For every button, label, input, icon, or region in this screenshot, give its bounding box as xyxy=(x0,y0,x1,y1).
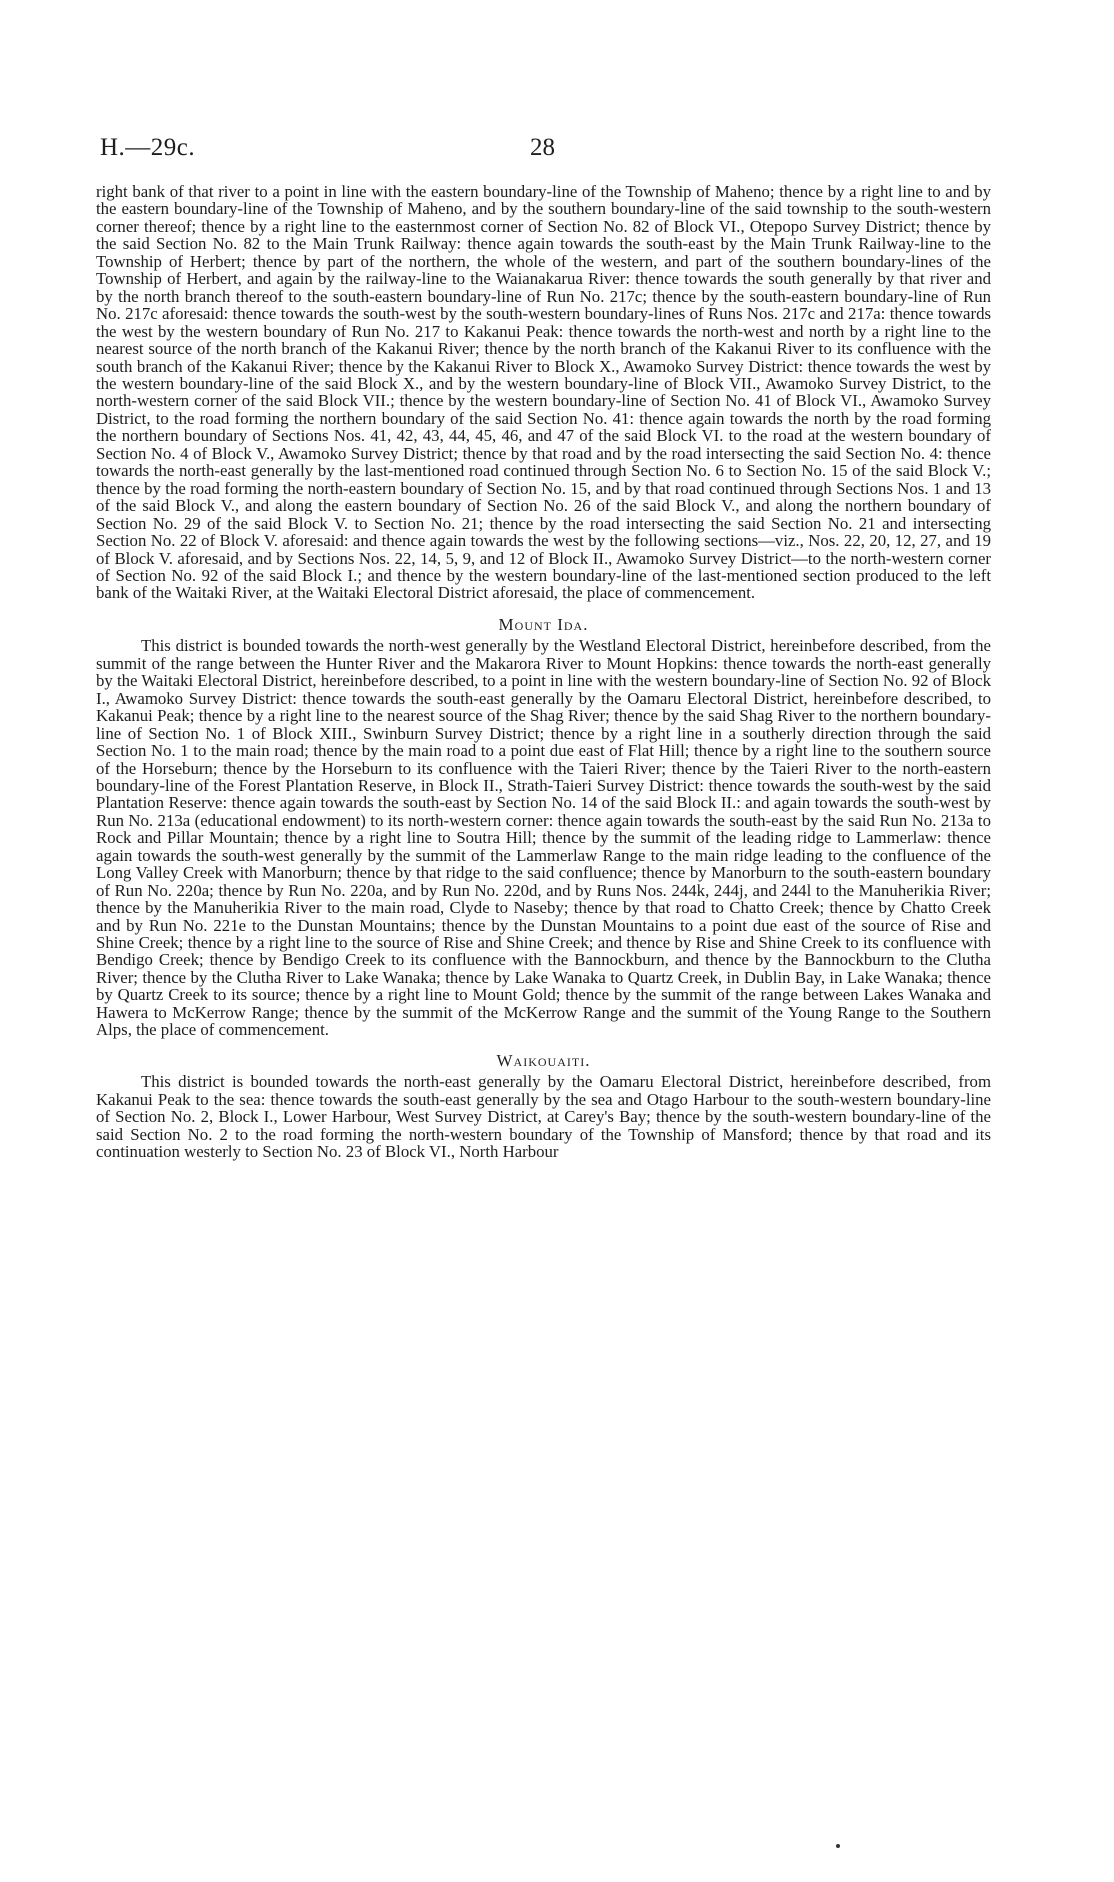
section-heading-waikouaiti: Waikouaiti. xyxy=(496,1050,591,1070)
print-speck xyxy=(836,1844,840,1848)
section-paragraph-mount-ida: This district is bounded towards the north-west generally by the Westland Electoral District, hereinbefore described, from the summit of the range between the Hunter River and the Makarora River to Mount Hopkins: thence towards the north-east generally by the Waitaki Electoral District, hereinbefore described, to a point in line with the western boundary-line of Section No. 92 of Block I., Awamoko Survey District: thence towards the south-east generally by the Oamaru Electoral District, hereinbefore described, to Kakanui Peak; thence by a right line to the nearest source of the Shag River; thence by the said Shag River to the northern boundary-line of Section No. 1 of Block XIII., Swinburn Survey District; thence by a right line in a southerly direction through the said Section No. 1 to the main road; thence by the main road to a point due east of Flat Hill; thence by a right line to the southern source of the Horseburn; thence by the Horseburn to its confluence with the Taieri River; thence by the Taieri River to the north-eastern boundary-line of the Forest Plantation Reserve, in Block II., Strath-Taieri Survey District: thence towards the south-west by the said Plantation Reserve: thence again towards the south-east by Section No. 14 of the said Block II.: and again towards the south-west by Run No. 213a (educational endowment) to its north-western corner: thence again towards the south-east by the said Run No. 213a to Rock and Pillar Mountain; thence by a right line to Soutra Hill; thence by the summit of the leading ridge to Lammerlaw: thence again towards the south-west generally by the summit of the Lammerlaw Range to the main ridge leading to the confluence of the Long Valley Creek with Manorburn; thence by that ridge to the said confluence; thence by Manorburn to the south-eastern boundary of Run No. 220a; thence by Run No. 220a, and by Run No. 220d, and by Runs Nos. 244k, 244j, and 244l to the Manuherikia River; thence by the Manuherikia River to the main road, Clyde to Naseby; thence by that road to Chatto Creek; thence by Chatto Creek and by Run No. 221e to the Dunstan Mountains; thence by the Dunstan Mountains to a point due east of the source of Rise and Shine Creek; thence by a right line to the source of Rise and Shine Creek; and thence by Rise and Shine Creek to its confluence with Bendigo Creek; thence by Bendigo Creek to its confluence with the Bannockburn, and thence by the Bannockburn to the Clutha River; thence by the Clutha River to Lake Wanaka; thence by Lake Wanaka to Quartz Creek, in Dublin Bay, in Lake Wanaka; thence by Quartz Creek to its source; thence by a right line to Mount Gold; thence by the summit of the range between Lakes Wanaka and Hawera to McKerrow Range; thence by the summit of the McKerrow Range and the summit of the Young Range to the Southern Alps, the place of commencement. xyxy=(96,636,991,1040)
page-number: 28 xyxy=(530,134,555,161)
body-text xyxy=(96,183,991,1160)
section-heading-mount-ida: Mount Ida. xyxy=(498,614,589,634)
page-header xyxy=(100,134,990,168)
document-reference: H.—29c. xyxy=(100,134,196,161)
section-paragraph-waikouaiti: This district is bounded towards the north-east generally by the Oamaru Electoral District, hereinbefore described, from Kakanui Peak to the sea: thence towards the south-east generally by the sea and Otago Harbour to the south-western boundary-line of Section No. 2, Block I., Lower Harbour, West Survey District, at Carey's Bay; thence by the south-western boundary-line of the said Section No. 2 to the road forming the north-western boundary of the Township of Mansford; thence by that road and its continuation westerly to Section No. 23 of Block VI., North Harbour xyxy=(96,1072,991,1162)
continuation-paragraph: right bank of that river to a point in line with the eastern boundary-line of the Township of Maheno; thence by a right line to and by the eastern boundary-line of the Township of Maheno, and by the southern boundary-line of the said township to the south-western corner thereof; thence by a right line to the easternmost corner of Section No. 82 of Block VI., Otepopo Survey District; thence by the said Section No. 82 to the Main Trunk Railway: thence again towards the south-east by the Main Trunk Railway-line to the Township of Herbert; thence by part of the northern, the whole of the western, and part of the southern boundary-lines of the Township of Herbert, and again by the railway-line to the Waianakarua River: thence towards the south generally by that river and by the north branch thereof to the south-eastern boundary-line of Run No. 217c; thence by the south-eastern boundary-line of Run No. 217c aforesaid: thence towards the south-west by the south-western boundary-lines of Runs Nos. 217c and 217a: thence towards the west by the western boundary of Run No. 217 to Kakanui Peak: thence towards the north-west and north by a right line to the nearest source of the north branch of the Kakanui River; thence by the north branch of the Kakanui River to its confluence with the south branch of the Kakanui River; thence by the Kakanui River to Block X., Awamoko Survey District: thence towards the west by the western boundary-line of the said Block X., and by the western boundary-line of Block VII., Awamoko Survey District, to the north-western corner of the said Block VII.; thence by the western boundary-line of Section No. 41 of Block VI., Awamoko Survey District, to the road forming the northern boundary of the said Section No. 41: thence again towards the north by the road forming the northern boundary of Sections Nos. 41, 42, 43, 44, 45, 46, and 47 of the said Block VI. to the road at the western boundary of Section No. 4 of Block V., Awamoko Survey District; thence by that road and by the road intersecting the said Section No. 4: thence towards the north-east generally by the last-mentioned road continued through Section No. 6 to Section No. 15 of the said Block V.; thence by the road forming the north-eastern boundary of Section No. 15, and by that road continued through Sections Nos. 1 and 13 of the said Block V., and along the eastern boundary of Section No. 26 of the said Block V., and along the northern boundary of Section No. 29 of the said Block V. to Section No. 21; thence by the road intersecting the said Section No. 21 and intersecting Section No. 22 of Block V. aforesaid: and thence again towards the west by the following sections—viz., Nos. 22, 20, 12, 27, and 19 of Block V. aforesaid, and by Sections Nos. 22, 14, 5, 9, and 12 of Block II., Awamoko Survey District—to the north-western corner of Section No. 92 of the said Block I.; and thence by the western boundary-line of the last-mentioned section produced to the left bank of the Waitaki River, at the Waitaki Electoral District aforesaid, the place of commencement. xyxy=(96,182,991,603)
